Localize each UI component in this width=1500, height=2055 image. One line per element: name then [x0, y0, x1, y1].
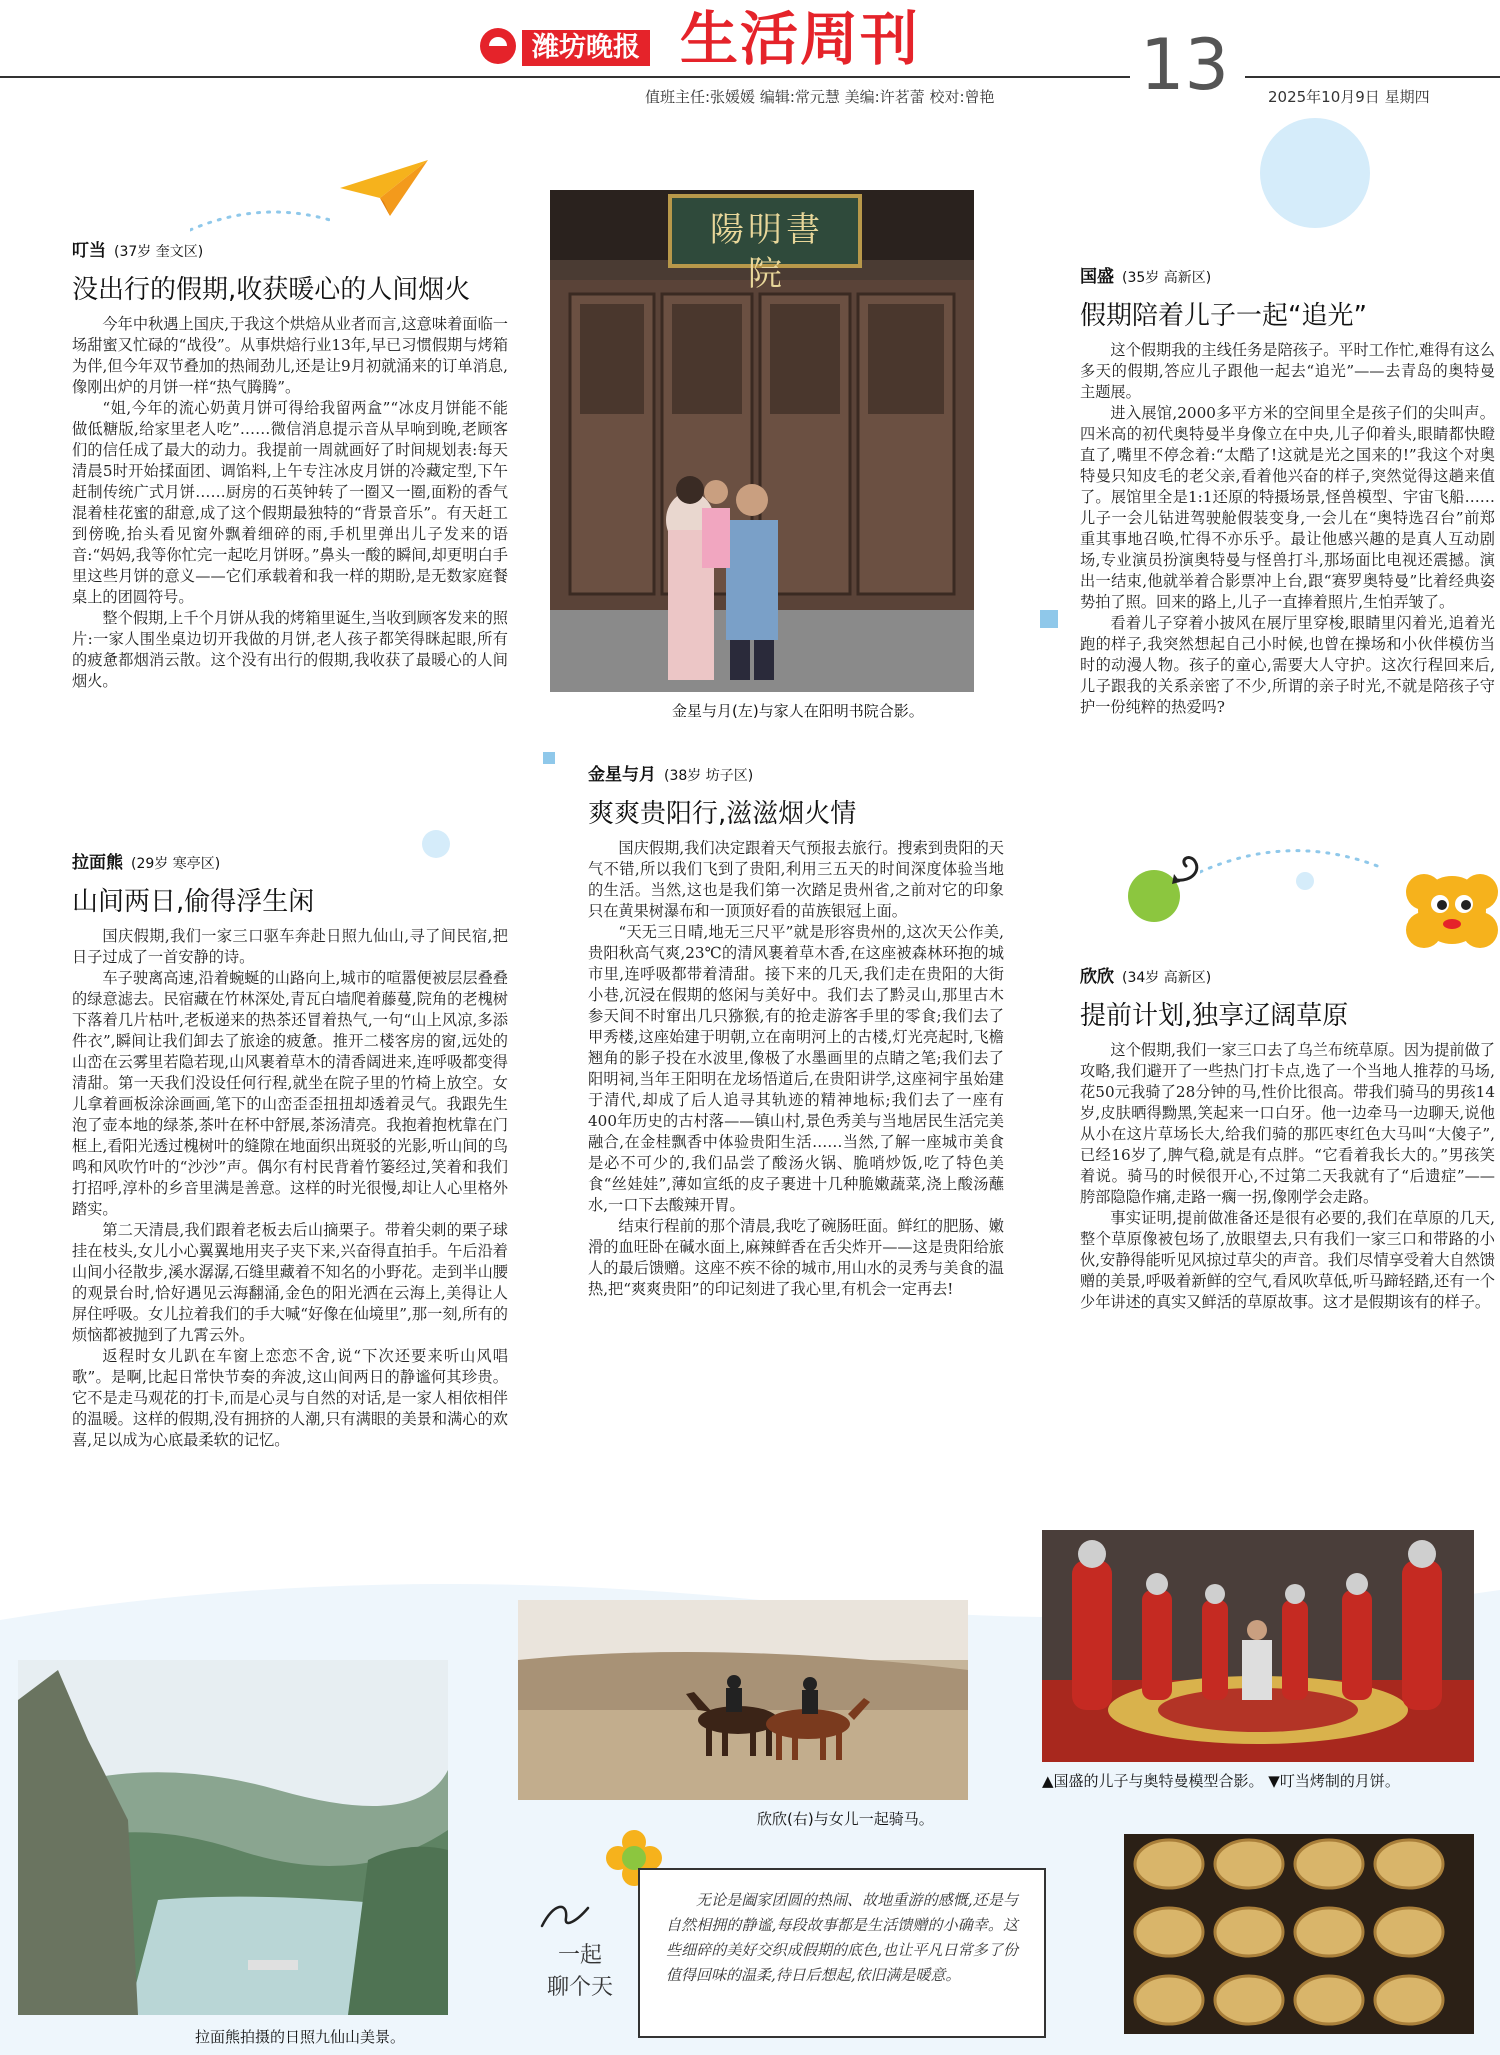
- chat-text: 无论是阖家团圆的热闹、故地重游的感慨,还是与自然相拥的静谧,每段故事都是生活馈赠的小确幸。这些细碎的美好交织成假期的底色,也让平凡日常多了份值得回味的温柔,待日后想起,依旧满是暖意。: [666, 1891, 1018, 1984]
- article-byline: [1080, 262, 1495, 287]
- photo-mountain-lake: [18, 1660, 448, 2015]
- section-title: 生活周刊: [680, 5, 921, 73]
- paragraph: 返程时女儿趴在车窗上恋恋不舍,说“下次还要来听山风唱歌”。是啊,比起日常快节奏的奔波,这山间两日的静谧何其珍贵。它不是走马观花的打卡,而是心灵与自然的对话,是一家人相依相伴的温暖。这样的假期,没有拥挤的人潮,只有满眼的美景和满心的欢喜,足以成为心底最柔软的记忆。: [72, 1347, 508, 1449]
- paragraph: “天无三日晴,地无三尺平”就是形容贵州的,这次天公作美,贵阳秋高气爽,23℃的清风裹着草木香,在这座被森林环抱的城市里,连呼吸都带着清甜。接下来的几天,我们走在贵阳的大街小巷,沉浸在假期的悠闲与美好中。我们去了黔灵山,那里古木参天间不时窜出几只猕猴,有的抢走游客手里的零食;我们去了甲秀楼,这座始建于明朝,立在南明河上的古楼,灯光亮起时,飞檐翘角的影子投在水波里,像极了水墨画里的点睛之笔;我们去了阳明祠,当年王阳明在龙场悟道后,在贵阳讲学,这座祠宇虽始建于清代,却成了后人追寻其轨迹的精神地标;我们去了一座有400年历史的古村落——镇山村,景色秀美与当地居民生活完美融合,在金桂飘香中体验贵阳生活……当然,了解一座城市美食是必不可少的,我们品尝了酸汤火锅、脆哨炒饭,吃了特色美食“丝娃娃”,薄如宣纸的皮子裹进十几种脆嫩蔬菜,浇上酸汤蘸水,一口下去酸辣开胃。: [588, 923, 1004, 1214]
- article-lamianxiong: [72, 848, 508, 1451]
- photo-horse-riding: [518, 1600, 968, 1800]
- article-byline: [1080, 962, 1495, 987]
- article-byline: [72, 236, 508, 261]
- masthead-rule: [0, 76, 1130, 78]
- paragraph: 第二天清晨,我们跟着老板去后山摘栗子。带着尖刺的栗子球挂在枝头,女儿小心翼翼地用夹子夹下来,兴奋得直拍手。午后沿着山间小径散步,溪水潺潺,石缝里藏着不知名的小野花。走到半山腰的观景台时,恰好遇见云海翻涌,金色的阳光洒在云海上,美得让人屏住呼吸。女儿拉着我们的手大喊“好像在仙境里”,那一刻,所有的烦恼都被抛到了九霄云外。: [72, 1221, 508, 1344]
- chat-title-line: 聊个天: [546, 1975, 613, 2000]
- paragraph: 事实证明,提前做准备还是很有必要的,我们在草原的几天,整个草原像被包场了,放眼望去,只有我们一家三口和带路的小伙,安静得能听见风掠过草尖的声音。我们尽情享受着大自然馈赠的美景,呼吸着新鲜的空气,看风吹草低,听马蹄轻踏,还有一个少年讲述的真实又鲜活的草原故事。这才是假期该有的样子。: [1080, 1209, 1495, 1311]
- article-body: [1080, 340, 1495, 718]
- paragraph: 今年中秋遇上国庆,于我这个烘焙从业者而言,这意味着面临一场甜蜜又忙碌的“战役”。从事烘焙行业13年,早已习惯假期与烤箱为伴,但今年双节叠加的热闹劲儿,还是让9月初就涌来的订单消息,像刚出炉的月饼一样“热气腾腾”。: [72, 315, 508, 396]
- article-headline: 没出行的假期,收获暖心的人间烟火: [72, 275, 471, 305]
- article-headline: 山间两日,偷得浮生闲: [72, 887, 315, 917]
- author-meta: (29岁 寒亭区): [131, 856, 221, 872]
- author-name: 金星与月: [588, 765, 656, 785]
- article-guosheng: [1080, 262, 1495, 718]
- photo-academy-family: [550, 190, 974, 692]
- article-body: [72, 926, 508, 1451]
- photo-caption: 金星与月(左)与家人在阳明书院合影。: [672, 702, 924, 720]
- article-xinxin: [1080, 962, 1495, 1313]
- author-name: 拉面熊: [72, 853, 123, 873]
- smiling-flower-icon: [1402, 862, 1500, 958]
- article-dingdang: [72, 236, 508, 692]
- paragraph: “姐,今年的流心奶黄月饼可得给我留两盒”“冰皮月饼能不能做低糖版,给家里老人吃”……微信消息提示音从早响到晚,老顾客们的信任成了最大的动力。我提前一周就画好了时间规划表:每天清晨5时开始揉面团、调馅料,上午专注冰皮月饼的冷藏定型,下午赶制传统广式月饼……厨房的石英钟转了一圈又一圈,面粉的香气混着桂花蜜的甜意,成了这个假期最独特的“背景音乐”。有天赶工到傍晚,抬头看见窗外飘着细碎的雨,手机里弹出儿子发来的语音:“妈妈,我等你忙完一起吃月饼呀。”鼻头一酸的瞬间,却更明白手里这些月饼的意义——它们承载着和我一样的期盼,是无数家庭餐桌上的团圆符号。: [72, 399, 508, 606]
- staff-credits: 值班主任:张媛媛 编辑:常元慧 美编:许茗蕾 校对:曾艳: [645, 88, 995, 106]
- dotted-trail-decoration: [190, 200, 330, 240]
- article-body: [1080, 1040, 1495, 1313]
- article-headline: 爽爽贵阳行,滋滋烟火情: [588, 799, 857, 829]
- photo-mooncakes: [1124, 1834, 1474, 2034]
- dotted-trail-decoration: [1200, 842, 1380, 882]
- photo-ultraman-exhibit: [1042, 1530, 1474, 1762]
- curly-line-icon: [540, 1900, 590, 1930]
- paragraph: 看着儿子穿着小披风在展厅里穿梭,眼睛里闪着光,追着光跑的样子,我突然想起自己小时候,也曾在操场和小伙伴模仿当时的动漫人物。孩子的童心,需要大人守护。这次行程回来后,儿子跟我的关系亲密了不少,所谓的亲子时光,不就是陪孩子守护一份纯粹的热爱吗?: [1080, 614, 1495, 716]
- author-meta: (34岁 高新区): [1122, 970, 1212, 986]
- article-headline: 假期陪着儿子一起“追光”: [1080, 301, 1367, 331]
- decor-square: [543, 752, 555, 764]
- article-jinxing: [588, 760, 1004, 1300]
- newspaper-name: 潍坊晚报: [522, 30, 650, 66]
- article-body: [588, 838, 1004, 1300]
- photo-caption: 欣欣(右)与女儿一起骑马。: [757, 1810, 934, 1828]
- chat-box: [638, 1868, 1046, 2038]
- paragraph: 车子驶离高速,沿着蜿蜒的山路向上,城市的喧嚣便被层层叠叠的绿意滤去。民宿藏在竹林深处,青瓦白墙爬着藤蔓,院角的老槐树下落着几片枯叶,老板递来的热茶还冒着热气,一句“山上风凉,多添件衣”,瞬间让我们卸去了旅途的疲惫。推开二楼客房的窗,远处的山峦在云雾里若隐若现,山风裹着草木的清香阔进来,连呼吸都变得清甜。第一天我们没设任何行程,就坐在院子里的竹椅上放空。女儿拿着画板涂涂画画,笔下的山峦歪歪扭扭却透着灵气。我跟先生泡了壶本地的绿茶,茶叶在杯中舒展,茶汤清亮。我抱着抱枕靠在门框上,看阳光透过槐树叶的缝隙在地面织出斑驳的光影,听山间的鸟鸣和风吹竹叶的“沙沙”声。偶尔有村民背着竹篓经过,笑着和我们打招呼,淳朴的乡音里满是善意。这样的时光很慢,却让人心里格外踏实。: [72, 969, 508, 1218]
- masthead-rule-right: [1245, 76, 1500, 78]
- article-headline: 提前计划,独享辽阔草原: [1080, 1001, 1349, 1031]
- photo-caption: 拉面熊拍摄的日照九仙山美景。: [195, 2028, 406, 2046]
- chat-title-line: 一起: [557, 1943, 602, 1968]
- paragraph: 整个假期,上千个月饼从我的烤箱里诞生,当收到顾客发来的照片:一家人围坐桌边切开我做的月饼,老人孩子都笑得眯起眼,所有的疲惫都烟消云散。这个没有出行的假期,我收获了最暖心的人间烟火。: [72, 609, 508, 690]
- paragraph: 结束行程前的那个清晨,我吃了碗肠旺面。鲜红的肥肠、嫩滑的血旺卧在碱水面上,麻辣鲜香在舌尖炸开——这是贵阳给旅人的最后馈赠。这座不疾不徐的城市,用山水的灵秀与美食的温热,把“爽爽贵阳”的印记刻进了我心里,有机会一定再去!: [588, 1217, 1004, 1298]
- article-byline: [588, 760, 1004, 785]
- photo-caption: ▲国盛的儿子与奥特曼模型合影。 ▼叮当烤制的月饼。: [1042, 1772, 1400, 1790]
- author-meta: (38岁 坊子区): [664, 768, 754, 784]
- issue-date: 2025年10月9日 星期四: [1268, 88, 1430, 106]
- page-number: 13: [1140, 24, 1230, 106]
- paragraph: 国庆假期,我们决定跟着天气预报去旅行。搜索到贵阳的天气不错,所以我们飞到了贵阳,利用三五天的时间深度体验当地的生活。当然,这也是我们第一次踏足贵州省,之前对它的印象只在黄果树瀑布和一顶顶好看的苗族银冠上面。: [588, 839, 1004, 920]
- article-byline: [72, 848, 508, 873]
- decor-circle: [1260, 118, 1370, 228]
- author-meta: (37岁 奎文区): [114, 244, 204, 260]
- author-name: 欣欣: [1080, 967, 1114, 987]
- chat-title: [540, 1940, 620, 2004]
- paragraph: 进入展馆,2000多平方米的空间里全是孩子们的尖叫声。四米高的初代奥特曼半身像立在中央,儿子仰着头,眼睛都快瞪直了,嘴里不停念着:“太酷了!这就是光之国来的!”我这个对奥特曼只知皮毛的老父亲,看着他兴奋的样子,突然觉得这趟来值了。展馆里全是1:1还原的特摄场景,怪兽模型、宇宙飞船……儿子一会儿钻进驾驶舱假装变身,一会儿在“奥特选召台”前郑重其事地召唤,忙得不亦乐乎。最让他感兴趣的是真人互动剧场,专业演员扮演奥特曼与怪兽打斗,那场面比电视还震撼。演出一结束,他就举着合影票冲上台,跟“赛罗奥特曼”比着经典姿势拍了照。回来的路上,儿子一直捧着照片,生怕弄皱了。: [1080, 404, 1495, 611]
- decor-circle: [1296, 872, 1314, 890]
- author-meta: (35岁 高新区): [1122, 270, 1212, 286]
- author-name: 国盛: [1080, 267, 1114, 287]
- paragraph: 这个假期我的主线任务是陪孩子。平时工作忙,难得有这么多天的假期,答应儿子跟他一起去“追光”——去青岛的奥特曼主题展。: [1080, 341, 1495, 401]
- author-name: 叮当: [72, 241, 106, 261]
- paper-plane-icon: [340, 158, 430, 218]
- newspaper-logo-icon: [480, 28, 516, 64]
- academy-plaque-text: 陽明書院: [710, 210, 824, 294]
- decor-square: [1040, 610, 1058, 628]
- article-body: [72, 314, 508, 692]
- paragraph: 国庆假期,我们一家三口驱车奔赴日照九仙山,寻了间民宿,把日子过成了一首安静的诗。: [72, 927, 508, 966]
- paragraph: 这个假期,我们一家三口去了乌兰布统草原。因为提前做了攻略,我们避开了一些热门打卡点,选了一个当地人推荐的马场,花50元我骑了28分钟的马,性价比很高。带我们骑马的男孩14岁,皮肤晒得黝黑,笑起来一口白牙。他一边牵马一边聊天,说他从小在这片草场长大,给我们骑的那匹枣红色大马叫“大傻子”,已经16岁了,脾气稳,就是有点胖。“它看着我长大的。”男孩笑着说。骑马的时候很开心,不过第二天我就有了“后遗症”——胯部隐隐作痛,走路一瘸一拐,像刚学会走路。: [1080, 1041, 1495, 1206]
